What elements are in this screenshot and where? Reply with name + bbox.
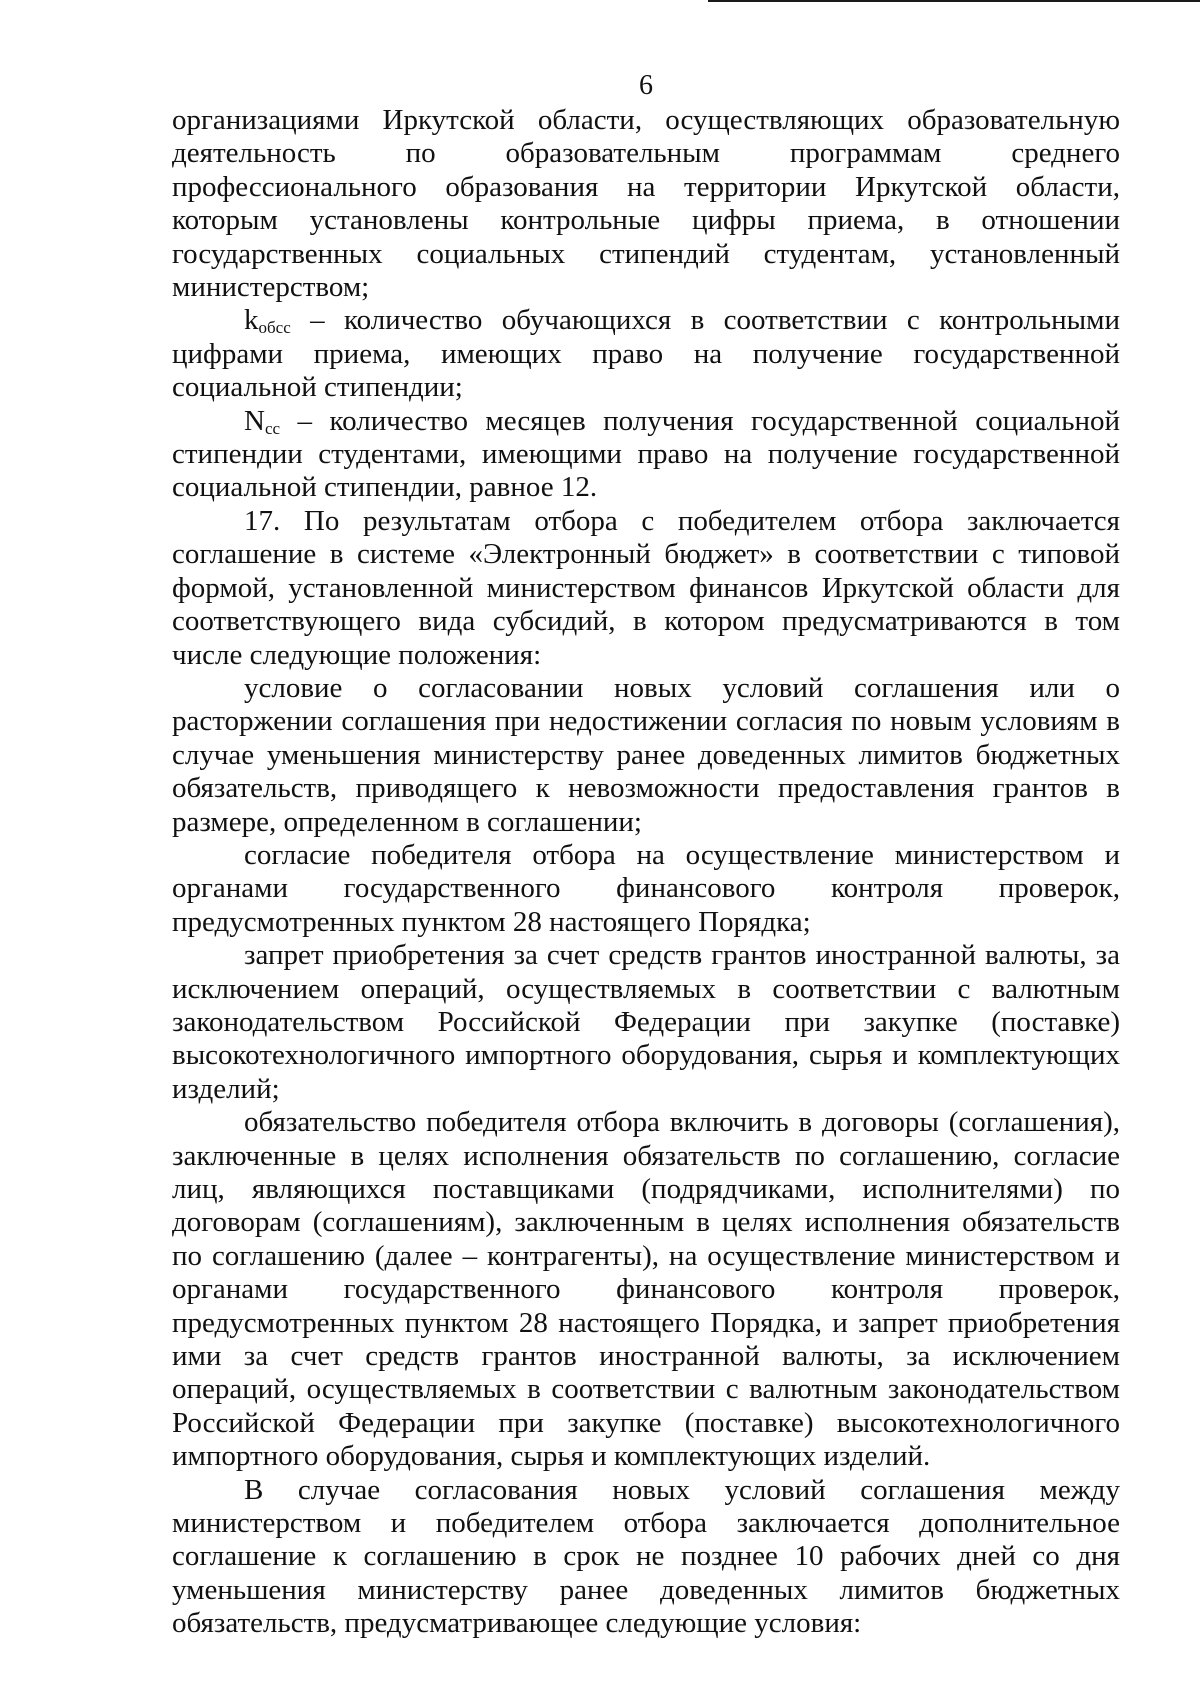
paragraph-contractor-obligation: обязательство победителя отбора включить в договоры (соглашения), заключенные в целях исполнения обязательств по соглашению, согласие лиц, являющихся поставщиками (подрядчиками, исполнителями) по договорам (соглашениям), заключенным в целях исполнения обязательств по соглашению (далее – контрагенты), на осуществление министерством и органами государственного финансового контроля проверок, предусмотренных пунктом 28 настоящего Порядка, и запрет приобретения ими за счет средств грантов иностранной валюты, за исключением операций, осуществляемых в соответствии с валютным законодательством Российской Федерации при закупке (поставке) высокотехнологичного импортного оборудования, сырья и комплектующих изделий. bbox=[172, 1106, 1120, 1473]
paragraph-n-ss-definition bbox=[172, 405, 1120, 505]
document-page bbox=[172, 68, 1120, 1641]
formula-symbol-k: k bbox=[244, 304, 259, 337]
paragraph-consent-inspections: согласие победителя отбора на осуществление министерством и органами государственного финансового контроля проверок, предусмотренных пунктом 28 настоящего Порядка; bbox=[172, 838, 1120, 938]
formula-symbol-n: N bbox=[244, 404, 265, 437]
paragraph-item-17: 17. По результатам отбора с победителем отбора заключается соглашение в системе «Электронный бюджет» в соответствии с типовой формой, установленной министерством финансов Иркутской области для соответствующего вида субсидий, в котором предусматриваются в том числе следующие положения: bbox=[172, 504, 1120, 671]
paragraph-organizations-continuation: организациями Иркутской области, осуществляющих образовательную деятельность по образовательным программам среднего профессионального образования на территории Иркутской области, которым установлены контрольные цифры приема, в отношении государственных социальных стипендий студентам, установленный министерством; bbox=[172, 104, 1120, 304]
scan-edge-line bbox=[708, 0, 1200, 2]
formula-subscript-obss: обсс bbox=[258, 318, 291, 338]
paragraph-additional-agreement: В случае согласования новых условий соглашения между министерством и победителем отбора заключается дополнительное соглашение к соглашению в срок не позднее 10 рабочих дней со дня уменьшения министерству ранее доведенных лимитов бюджетных обязательств, предусматривающее следующие условия: bbox=[172, 1473, 1120, 1640]
paragraph-condition-new-terms: условие о согласовании новых условий соглашения или о расторжении соглашения при недостижении согласия по новым условиям в случае уменьшения министерству ранее доведенных лимитов бюджетных обязательств, приводящего к невозможности предоставления грантов в размере, определенном в соглашении; bbox=[172, 671, 1120, 838]
paragraph-currency-ban: запрет приобретения за счет средств грантов иностранной валюты, за исключением операций, осуществляемых в соответствии с валютным законодательством Российской Федерации при закупке (поставке) высокотехнологичного импортного оборудования, сырья и комплектующих изделий; bbox=[172, 939, 1120, 1105]
paragraph-k-obss-definition bbox=[172, 304, 1120, 404]
formula-subscript-ss: сс bbox=[264, 418, 281, 438]
page-number: 6 bbox=[639, 70, 653, 101]
definition-text: – количество обучающихся в соответствии с контрольными цифрами приема, имеющих право на получение государственной социальной стипендии; bbox=[172, 304, 1120, 404]
definition-text: – количество месяцев получения государственной социальной стипендии студентами, имеющими право на получение государственной социальной стипендии, равное 12. bbox=[172, 404, 1120, 504]
